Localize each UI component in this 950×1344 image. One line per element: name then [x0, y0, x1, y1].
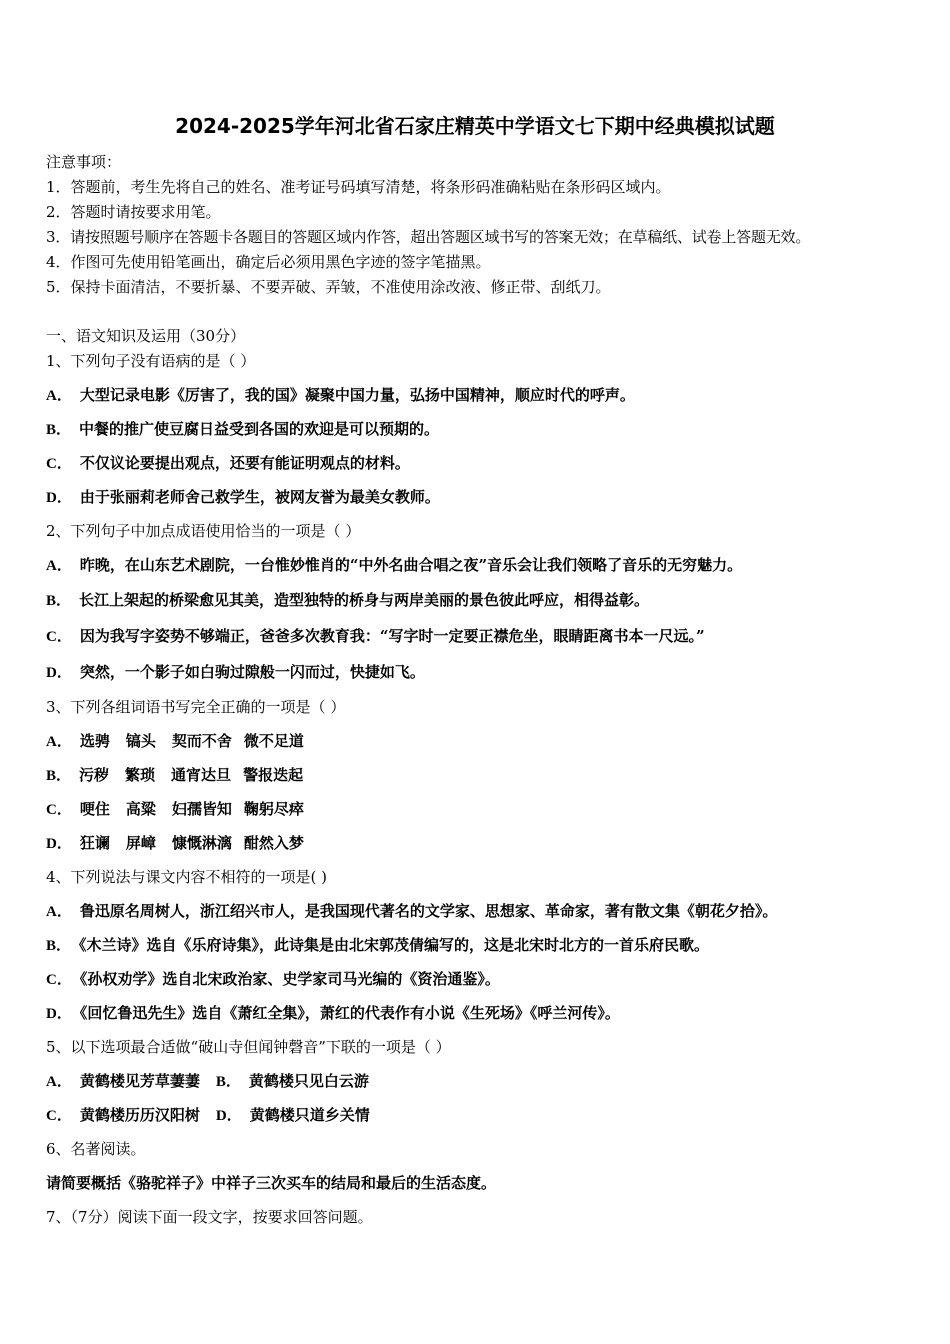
option-a [46, 555, 742, 576]
option-letter: B． [215, 1074, 241, 1090]
option-d [46, 1003, 620, 1024]
question-body: 请简要概括《骆驼祥子》中祥子三次买车的结局和最后的生活态度。 [46, 1174, 497, 1192]
question-stem: 3、下列各组词语书写完全正确的一项是（ ） [46, 698, 346, 716]
option-d [46, 662, 425, 683]
option-letter: A． [46, 904, 72, 920]
option-text: 黄鹤楼见芳草萋萋 [79, 1072, 200, 1090]
option-word: 繁琐 [125, 766, 156, 784]
option-row [46, 1071, 369, 1092]
option-letter: C． [46, 972, 72, 988]
option-letter: C． [46, 629, 72, 645]
option-letter: D． [46, 490, 72, 506]
option-letter: D． [46, 836, 72, 852]
option-d [46, 833, 304, 854]
option-letter: D． [46, 1006, 72, 1022]
option-letter: B． [46, 593, 72, 609]
option-text: 昨晚，在山东艺术剧院，一台惟妙惟肖的“中外名曲合唱之夜”音乐会让我们领略了音乐的无穷魅力。 [79, 556, 743, 574]
option-letter: D． [215, 1108, 242, 1124]
option-word: 鞠躬尽瘁 [243, 800, 304, 818]
option-word: 选骋 [79, 732, 110, 750]
option-word: 屏嶂 [125, 834, 156, 852]
option-word: 污秽 [79, 766, 110, 784]
notice-item: 5．保持卡面清洁，不要折暴、不要弄破、弄皱，不准使用涂改液、修正带、刮纸刀。 [46, 278, 611, 296]
question-stem: 7、（7分）阅读下面一段文字，按要求回答问题。 [46, 1208, 373, 1226]
option-text: 鲁迅原名周树人，浙江绍兴市人，是我国现代著名的文学家、思想家、革命家，著有散文集《朝花夕拾》。 [79, 902, 778, 920]
option-text: 黄鹤楼只道乡关情 [249, 1106, 370, 1124]
option-word: 哽住 [79, 800, 110, 818]
page-title: 2024-2025学年河北省石家庄精英中学语文七下期中经典模拟试题 [175, 114, 775, 138]
option-word: 酣然入梦 [243, 834, 304, 852]
option-word: 警报迭起 [243, 766, 304, 784]
option-letter: B． [46, 938, 72, 954]
option-letter: B． [46, 422, 72, 438]
option-a [46, 901, 777, 922]
option-text: 突然，一个影子如白驹过隙般一闪而过，快捷如飞。 [79, 663, 425, 681]
question-stem: 5、以下选项最合适做“破山寺但闻钟磬音”下联的一项是（ ） [46, 1038, 451, 1056]
option-letter: C． [46, 456, 72, 472]
option-c [46, 799, 304, 820]
question-stem: 4、下列说法与课文内容不相符的一项是( ) [46, 868, 328, 886]
option-a [46, 731, 304, 752]
option-word: 狂谰 [79, 834, 110, 852]
option-word: 微不足道 [243, 732, 304, 750]
option-d [46, 487, 440, 508]
option-b [46, 935, 709, 956]
question-stem: 6、名著阅读。 [46, 1140, 146, 1158]
notice-item: 2．答题时请按要求用笔。 [46, 203, 221, 221]
option-text: 不仅议论要提出观点，还要有能证明观点的材料。 [79, 454, 410, 472]
option-c [46, 969, 500, 990]
notice-item: 1．答题前，考生先将自己的姓名、准考证号码填写清楚，将条形码准确粘贴在条形码区域内。 [46, 178, 671, 196]
notice-item: 4．作图可先使用铅笔画出，确定后必须用黑色字迹的签字笔描黑。 [46, 253, 491, 271]
option-letter: A． [46, 558, 72, 574]
option-word: 妇孺皆知 [171, 800, 232, 818]
question-stem: 1、下列句子没有语病的是（ ） [46, 352, 256, 370]
option-letter: A． [46, 1074, 72, 1090]
question-stem: 2、下列句子中加点成语使用恰当的一项是（ ） [46, 522, 361, 540]
option-letter: D． [46, 665, 72, 681]
option-row [46, 1105, 370, 1126]
option-text: 长江上架起的桥梁愈见其美，造型独特的桥身与两岸美丽的景色彼此呼应，相得益彰。 [79, 591, 650, 609]
option-text: 黄鹤楼只见白云游 [248, 1072, 369, 1090]
option-text: 大型记录电影《厉害了，我的国》凝聚中国力量，弘扬中国精神，顺应时代的呼声。 [79, 386, 635, 404]
option-text: 《孙权劝学》选自北宋政治家、史学家司马光编的《资治通鉴》。 [79, 970, 500, 988]
option-text: 《木兰诗》选自《乐府诗集》，此诗集是由北宋郭茂倩编写的，这是北宋时北方的一首乐府民歌。 [79, 936, 710, 954]
section-header: 一、语文知识及运用（30分） [46, 327, 246, 345]
option-a [46, 385, 635, 406]
option-text: 因为我写字姿势不够端正，爸爸多次教育我：“写字时一定要正襟危坐，眼睛距离书本一尺远。” [79, 627, 705, 645]
option-word: 慷慨淋漓 [171, 834, 232, 852]
option-word: 通宵达旦 [171, 766, 232, 784]
option-letter: B． [46, 768, 72, 784]
option-word: 镐头 [125, 732, 156, 750]
option-letter: C． [46, 1108, 72, 1124]
option-b [46, 419, 439, 440]
option-letter: A． [46, 734, 72, 750]
option-letter: C． [46, 802, 72, 818]
option-text: 由于张丽莉老师舍己救学生，被网友誉为最美女教师。 [79, 488, 440, 506]
notice-header: 注意事项： [46, 153, 122, 171]
option-letter: A． [46, 388, 72, 404]
option-b [46, 590, 649, 611]
option-text: 黄鹤楼历历汉阳树 [79, 1106, 200, 1124]
notice-item: 3．请按照题号顺序在答题卡各题目的答题区域内作答，超出答题区域书写的答案无效；在草稿纸、试卷上答题无效。 [46, 228, 811, 246]
option-word: 契而不舍 [171, 732, 232, 750]
option-c [46, 626, 705, 647]
option-text: 中餐的推广使豆腐日益受到各国的欢迎是可以预期的。 [79, 420, 440, 438]
option-text: 《回忆鲁迅先生》选自《萧红全集》，萧红的代表作有小说《生死场》《呼兰河传》。 [79, 1004, 620, 1022]
option-c [46, 453, 410, 474]
option-b [46, 765, 303, 786]
option-word: 高粱 [125, 800, 156, 818]
